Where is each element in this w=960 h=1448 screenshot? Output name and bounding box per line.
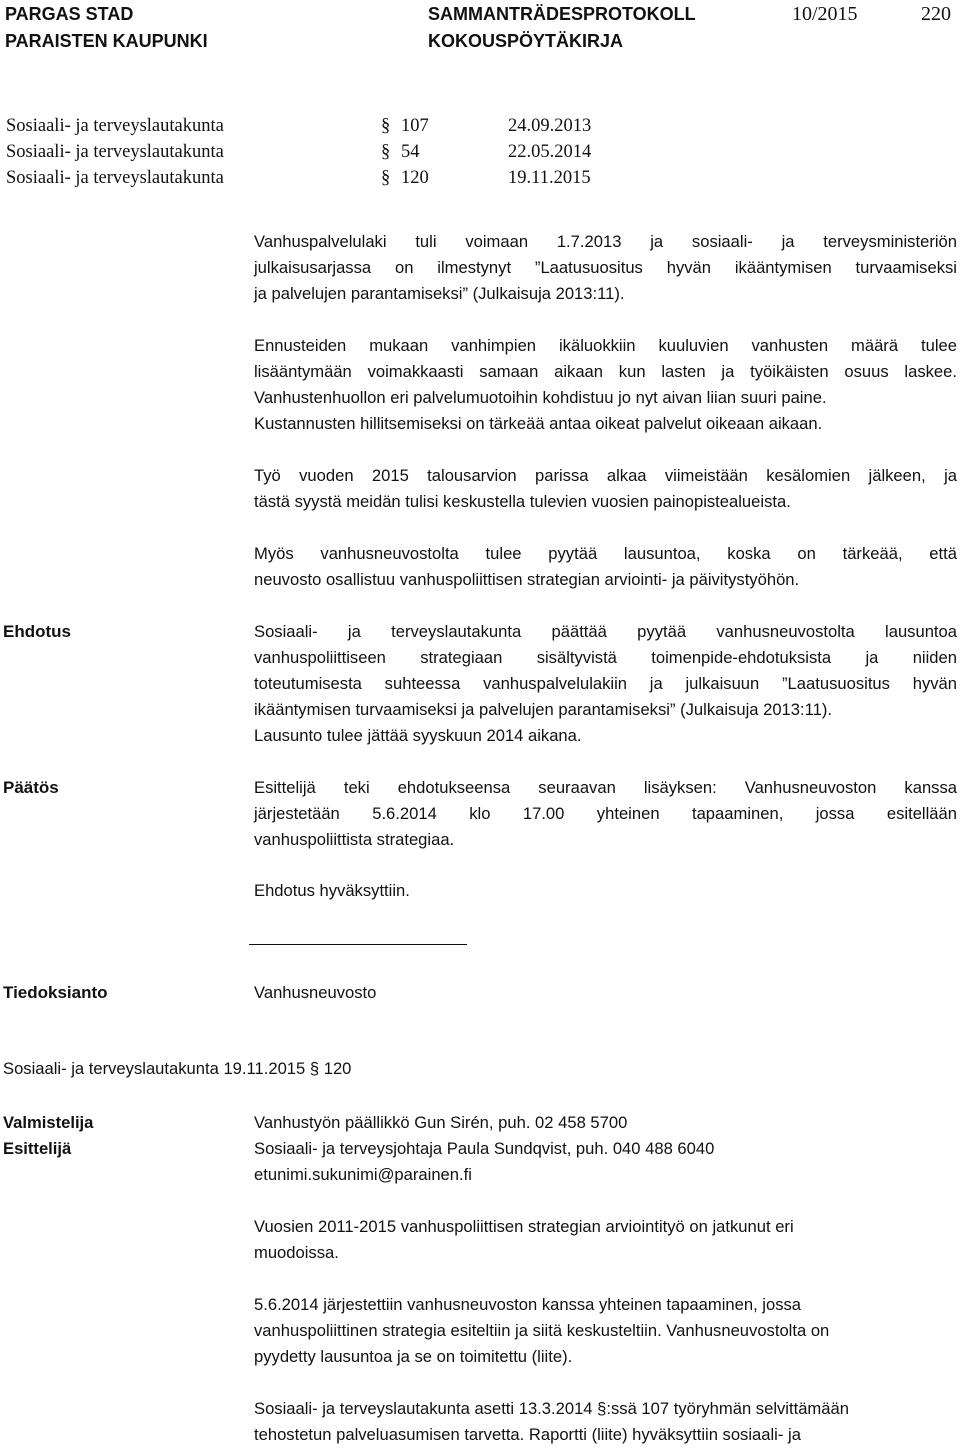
paragraph-line: lisääntymään voimakkaasti samaan aikaan kun lasten ja työikäisten osuus laskee.	[254, 362, 957, 381]
paragraph-line: ja palvelujen parantamiseksi” (Julkaisuja 2013:11).	[254, 284, 625, 303]
esittelija-label: Esittelijä	[3, 1139, 72, 1158]
paragraph-line: Esittelijä teki ehdotukseensa seuraavan lisäyksen: Vanhusneuvoston kanssa	[254, 778, 957, 797]
org-name-sv: PARAISTEN KAUPUNKI	[5, 31, 208, 51]
issue-number: 10/2015	[792, 3, 858, 25]
paragraph-line: Kustannusten hillitsemiseksi on tärkeää antaa oikeat palvelut oikeaan aikaan.	[254, 414, 823, 433]
paragraph-line: vanhuspoliittinen strategia esiteltiin ja siitä keskusteltiin. Vanhusneuvostolta on	[254, 1321, 830, 1340]
email-text: etunimi.sukunimi@parainen.fi	[254, 1165, 472, 1184]
ehdotus-text	[254, 619, 957, 749]
paragraph-forecast	[254, 333, 957, 437]
divider-line	[249, 944, 467, 945]
paatos-label: Päätös	[3, 778, 59, 797]
paragraph-line: Ennusteiden mukaan vanhimpien ikäluokkiin kuuluvien vanhusten määrä tulee	[254, 336, 957, 355]
paragraph-line: järjestetään 5.6.2014 klo 17.00 yhteinen tapaaminen, jossa esitellään	[254, 804, 957, 823]
page-number: 220	[921, 3, 951, 25]
valmistelija-value: Vanhustyön päällikkö Gun Sirén, puh. 02 458 5700	[254, 1113, 628, 1132]
section-heading: Sosiaali- ja terveyslautakunta 19.11.2015 § 120	[3, 1059, 352, 1078]
paragraph-line: 5.6.2014 järjestettiin vanhusneuvoston kanssa yhteinen tapaaminen, jossa	[254, 1295, 802, 1314]
approval-text: Ehdotus hyväksyttiin.	[254, 881, 410, 900]
paragraph-line: tehostetun palveluasumisen tarvetta. Raportti (liite) hyväksyttiin sosiaali- ja	[254, 1425, 801, 1444]
paragraph-line: Työ vuoden 2015 talousarvion parissa alkaa viimeistään kesälomien jälkeen, ja	[254, 466, 957, 485]
history-number: 54	[401, 142, 420, 162]
history-body: Sosiaali- ja terveyslautakunta	[6, 142, 224, 162]
paragraph-law	[254, 229, 957, 307]
tiedoksianto-label: Tiedoksianto	[3, 983, 108, 1002]
history-body: Sosiaali- ja terveyslautakunta	[6, 168, 224, 188]
history-date: 24.09.2013	[508, 116, 592, 136]
org-name-fi: PARGAS STAD	[5, 4, 134, 24]
history-number: 107	[401, 116, 429, 136]
paragraph-line: vanhuspoliittista strategiaa.	[254, 830, 455, 849]
paragraph-line: Myös vanhusneuvostolta tulee pyytää lausuntoa, koska on tärkeää, että	[254, 544, 957, 563]
paragraph-line: toteutumisesta suhteessa vanhuspalvelulakiin ja julkaisuun ”Laatusuositus hyvän	[254, 674, 957, 693]
valmistelija-label: Valmistelija	[3, 1113, 94, 1132]
paragraph-line: muodoissa.	[254, 1243, 339, 1262]
doc-type-title: SAMMANTRÄDESPROTOKOLL	[428, 4, 696, 24]
paragraph-line: tästä syystä meidän tulisi keskustella tulevien vuosien painopistealueista.	[254, 492, 791, 511]
paragraph-line: Sosiaali- ja terveyslautakunta päättää pyytää vanhusneuvostolta lausuntoa	[254, 622, 957, 641]
doc-type-subtitle: KOKOUSPÖYTÄKIRJA	[428, 31, 624, 51]
paragraph-line: Lausunto tulee jättää syyskuun 2014 aikana.	[254, 726, 582, 745]
paragraph-line: neuvosto osallistuu vanhuspoliittisen strategian arviointi- ja päivitystyöhön.	[254, 570, 800, 589]
history-body: Sosiaali- ja terveyslautakunta	[6, 116, 224, 136]
ehdotus-label: Ehdotus	[3, 622, 71, 641]
paragraph-line: julkaisusarjassa on ilmestynyt ”Laatusuositus hyvän ikääntymisen turvaamiseksi	[254, 258, 957, 277]
esittelija-value: Sosiaali- ja terveysjohtaja Paula Sundqvist, puh. 040 488 6040	[254, 1139, 715, 1158]
section-symbol: §	[381, 142, 391, 162]
paragraph-council	[254, 541, 957, 593]
paragraph-line: vanhuspoliittiseen strategiaan sisältyvistä toimenpide-ehdotuksista ja niiden	[254, 648, 957, 667]
paragraph-line: Sosiaali- ja terveyslautakunta asetti 13.3.2014 §:ssä 107 työryhmän selvittämään	[254, 1399, 849, 1418]
section-symbol: §	[381, 168, 391, 188]
history-date: 19.11.2015	[508, 168, 591, 188]
paragraph-line: pyydetty lausuntoa ja se on toimitettu (liite).	[254, 1347, 573, 1366]
paragraph-line: Vuosien 2011-2015 vanhuspoliittisen strategian arviointityö on jatkunut eri	[254, 1217, 794, 1236]
paragraph-line: Vanhuspalvelulaki tuli voimaan 1.7.2013 ja sosiaali- ja terveysministeriön	[254, 232, 957, 251]
paragraph-budget	[254, 463, 957, 515]
paatos-text	[254, 775, 957, 853]
section-symbol: §	[381, 116, 391, 136]
tiedoksianto-value: Vanhusneuvosto	[254, 983, 377, 1002]
history-date: 22.05.2014	[508, 142, 592, 162]
history-number: 120	[401, 168, 429, 188]
paragraph-line: Vanhustenhuollon eri palvelumuotoihin kohdistuu jo nyt aivan liian suuri paine.	[254, 388, 827, 407]
paragraph-line: ikääntymisen turvaamiseksi ja palvelujen parantamiseksi” (Julkaisuja 2013:11).	[254, 700, 832, 719]
